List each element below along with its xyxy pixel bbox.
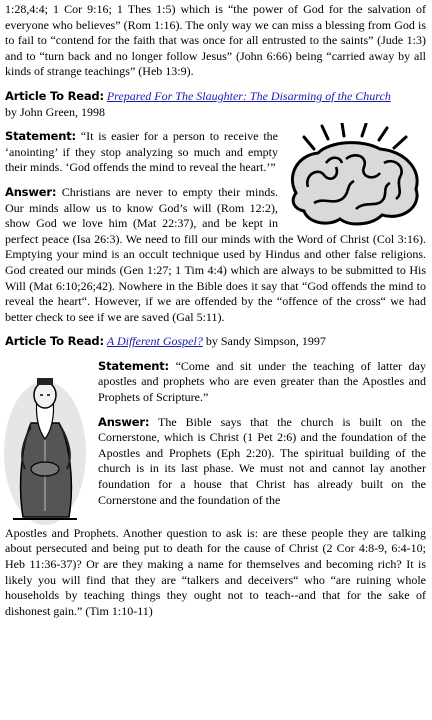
article2-statement-label: Statement: bbox=[98, 358, 169, 373]
article1-answer-text: Christians are never to empty their minds. Our minds allow us to know God’s will (Rom 12:2), show God we love him (Mat 22:37), and be kept in perfect peace (Isa 26:3). We need to fill our minds with the Word of Christ (Col 3:16). Emptying your mind is an occult technique used by Hindus and other false religions. God created our minds (Gen 1:27; 1 Tim 4:4) which are always to be submitted to His Will (Mat 6:10;26;42). Nowhere in the Bible does it say that “God offends the mind to reveal the heart“. However, if we are offended by the “offence of the cross“ we had better check to see if we are saved (Gal 5:11). bbox=[5, 184, 426, 324]
article1-statement-text: “It is easier for a person to receive the ‘anointing’ if they stop analyzing so much and empty their minds. ‘God offends the mind to reveal the heart.’” bbox=[5, 129, 279, 175]
intro-paragraph: 1:28,4:4; 1 Cor 9:16; 1 Thes 1:5) which is “the power of God for the salvation of everyone who believes” (Rom 1:16). The only way we can miss a blessing from God is to fail to “contend for the faith that was once for all entrusted to the saints” (Jude 1:3) and to “turn back and no longer follow Jesus” (John 6:66) being “carried away by all kinds of strange teachings” (Heb 13:9). bbox=[5, 2, 426, 79]
sage-image bbox=[3, 361, 88, 526]
article2-answer-continued: Apostles and Prophets. Another question to ask is: are these people they are talking about persecuted and being put to death for the cause of Christ (2 Cor 4:8-9, 6:4-10; Heb 11:36-37)? Or are they making a name for themselves and becoming rich? It is likely you will find that they are “talkers and deceivers“ who “are ruining whole households by teaching things they ought not to teach--and that for the sake of dishonest gain.” (Tim 1:10-11) bbox=[5, 525, 426, 618]
article1-byline: by John Green, 1998 bbox=[5, 104, 105, 119]
article2-byline: by Sandy Simpson, 1997 bbox=[205, 334, 326, 349]
article2-answer-label: Answer: bbox=[98, 414, 150, 429]
article2-statement-text: “Come and sit under the teaching of latter day apostles and prophets who are even greater than the Apostles and Prophets of Scripture.” bbox=[98, 358, 426, 405]
article2-title-link[interactable]: A Different Gospel? bbox=[106, 334, 203, 349]
article1-heading bbox=[5, 89, 426, 105]
article1-statement-label: Statement: bbox=[5, 129, 76, 144]
article1-label: Article To Read: bbox=[5, 88, 104, 103]
article2-heading bbox=[5, 334, 426, 350]
article1-answer-label: Answer: bbox=[5, 184, 57, 199]
article1-title-link[interactable]: Prepared For The Slaughter: The Disarming of the Church bbox=[106, 88, 391, 103]
brain-image bbox=[284, 123, 426, 228]
article2-label: Article To Read: bbox=[5, 334, 104, 349]
article2-answer-text-indented: The Bible says that the church is built on the Cornerstone, which is Christ (1 Pet 2:6) and the foundation of the Apostles and Prophets (Eph 2:20). The spiritual building of the church is in its last phase. We must not and cannot lay another foundation for a house that Christ has already built on the Cornerstone and the foundation of the bbox=[98, 414, 426, 507]
